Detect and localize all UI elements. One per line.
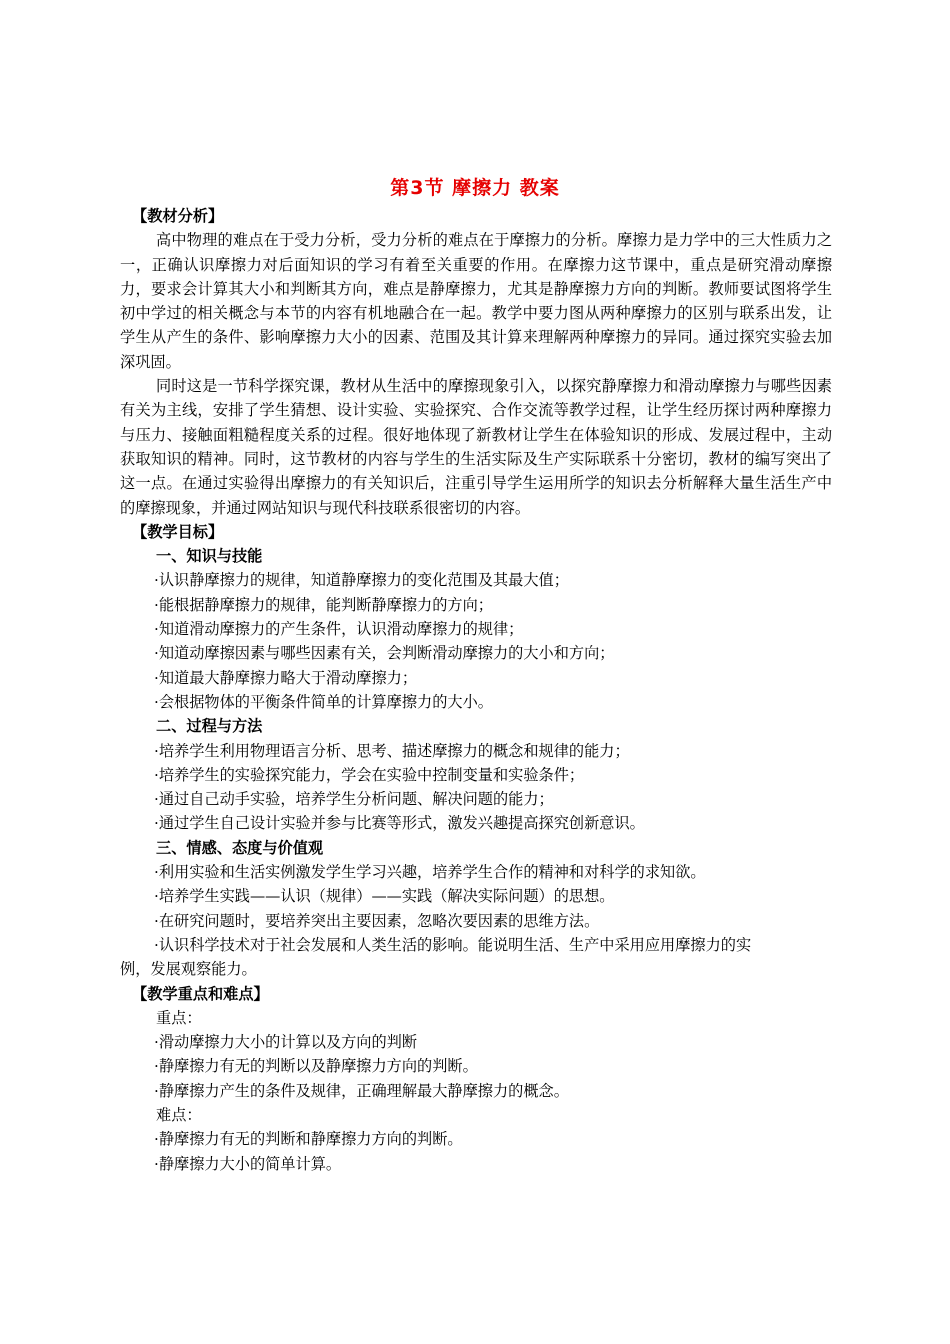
list-item: ·通过学生自己设计实验并参与比赛等形式，激发兴趣提高探究创新意识。 — [154, 814, 645, 833]
list-item: ·培养学生的实验探究能力，学会在实验中控制变量和实验条件； — [154, 765, 585, 784]
analysis-paragraph-1: 高中物理的难点在于受力分析，受力分析的难点在于摩擦力的分析。摩擦力是力学中的三大性质力之一，正确认识摩擦力对后面知识的学习有着至关重要的作用。在摩擦力这节课中，重点是研究滑动摩擦力，要求会计算其大小和判断其方向，难点是静摩擦力，尤其是静摩擦力方向的判断。教师要试图将学生初中学过的相关概念与本节的内容有机地融合在一起。教学中要力图从两种摩擦力的区别与联系出发，让学生从产生的条件、影响摩擦力大小的因素、范围及其计算来理解两种摩擦力的异同。通过探究实验去加深巩固。 — [120, 231, 832, 371]
subheading-emotion: 三、情感、态度与价值观 — [156, 838, 324, 857]
subheading-process: 二、过程与方法 — [156, 717, 263, 736]
difficulty-label: 难点： — [156, 1105, 202, 1124]
list-item: ·滑动摩擦力大小的计算以及方向的判断 — [154, 1033, 418, 1052]
list-item: ·知道动摩擦因素与哪些因素有关，会判断滑动摩擦力的大小和方向； — [154, 644, 615, 663]
list-item: ·认识静摩擦力的规律，知道静摩擦力的变化范围及其最大值； — [154, 571, 569, 590]
list-item-continuation: 例，发展观察能力。 — [120, 960, 257, 979]
list-item: ·知道最大静摩擦力略大于滑动摩擦力； — [154, 668, 418, 687]
list-item: ·培养学生利用物理语言分析、思考、描述摩擦力的概念和规律的能力； — [154, 741, 630, 760]
document-body — [120, 204, 832, 1176]
list-item: ·静摩擦力产生的条件及规律，正确理解最大静摩擦力的概念。 — [154, 1081, 569, 1100]
subheading-knowledge: 一、知识与技能 — [156, 547, 263, 566]
page-title: 第3节 摩擦力 教案 — [390, 177, 560, 199]
list-item: ·静摩擦力有无的判断以及静摩擦力方向的判断。 — [154, 1057, 478, 1076]
analysis-paragraph-2: 同时这是一节科学探究课，教材从生活中的摩擦现象引入，以探究静摩擦力和滑动摩擦力与哪些因素有关为主线，安排了学生猜想、设计实验、实验探究、合作交流等教学过程，让学生经历探讨两种摩擦力与压力、接触面粗糙程度关系的过程。很好地体现了新教材让学生在体验知识的形成、发展过程中，主动获取知识的精神。同时，这节教材的内容与学生的生活实际及生产实际联系十分密切，教材的编写突出了这一点。在通过实验得出摩擦力的有关知识后，注重引导学生运用所学的知识去分析解释大量生活生产中的摩擦现象，并通过网站知识与现代科技联系很密切的内容。 — [120, 377, 832, 517]
list-item: ·培养学生实践——认识（规律）——实践（解决实际问题）的思想。 — [154, 887, 615, 906]
list-item: ·在研究问题时，要培养突出主要因素，忽略次要因素的思维方法。 — [154, 911, 600, 930]
list-item: ·通过自己动手实验，培养学生分析问题、解决问题的能力； — [154, 790, 554, 809]
focus-label: 重点： — [156, 1008, 202, 1027]
list-item: ·利用实验和生活实例激发学生学习兴趣，培养学生合作的精神和对科学的求知欲。 — [154, 863, 706, 882]
section-heading-key-points: 【教学重点和难点】 — [132, 984, 269, 1003]
list-item: ·会根据物体的平衡条件简单的计算摩擦力的大小。 — [154, 692, 493, 711]
section-heading-analysis: 【教材分析】 — [132, 207, 224, 225]
list-item: ·静摩擦力有无的判断和静摩擦力方向的判断。 — [154, 1130, 463, 1149]
list-item: ·知道滑动摩擦力的产生条件，认识滑动摩擦力的规律； — [154, 620, 524, 639]
list-item: ·能根据静摩擦力的规律，能判断静摩擦力的方向； — [154, 595, 493, 614]
section-heading-goals: 【教学目标】 — [132, 522, 224, 541]
list-item: ·静摩擦力大小的简单计算。 — [154, 1154, 342, 1173]
list-item: ·认识科学技术对于社会发展和人类生活的影响。能说明生活、生产中采用应用摩擦力的实 — [154, 935, 752, 954]
